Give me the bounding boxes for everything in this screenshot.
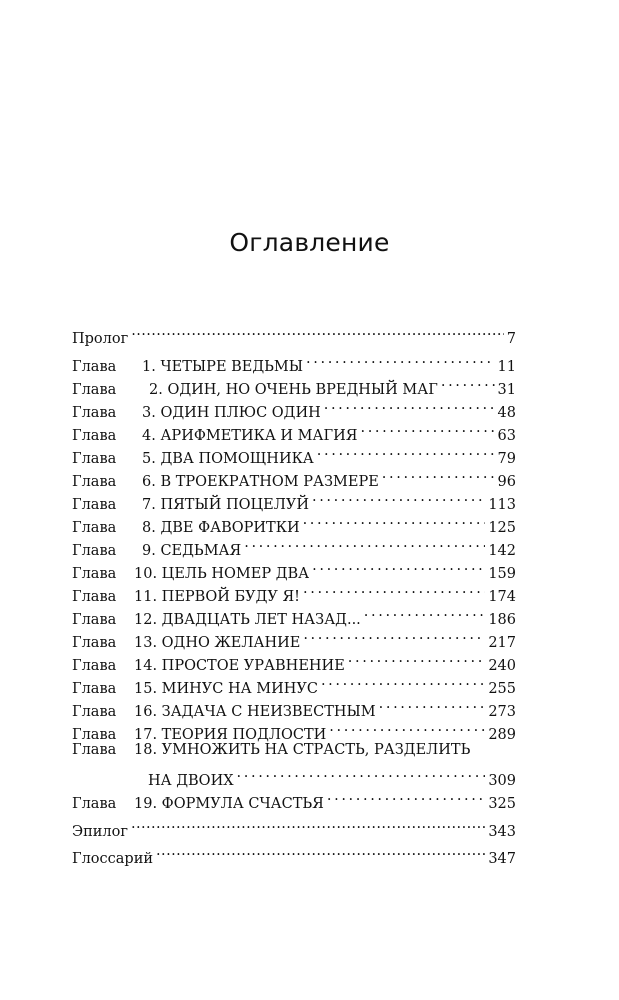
toc-entry-chapter-11[interactable] [72,578,516,605]
dot-leader [312,555,485,578]
chapter-number: 5. [142,451,156,467]
chapter-number: 13. [134,635,158,651]
chapter-title: ЗАДАЧА С НЕИЗВЕСТНЫМ [161,704,376,720]
toc-entry-chapter-12[interactable] [72,601,516,628]
toc-page-number: 63 [497,428,516,444]
toc-page-number: 289 [488,727,516,743]
toc-entry-chapter-18[interactable] [72,739,516,762]
toc-entry-chapter-9[interactable] [72,532,516,559]
toc-entry-chapter-7[interactable] [72,486,516,513]
dot-leader [306,348,495,371]
chapter-number: 2. [149,382,163,398]
toc-entry-label: Эпилог [72,824,128,840]
toc-entry-chapter-16[interactable] [72,693,516,720]
dot-leader [348,647,486,670]
chapter-number: 10. [134,566,158,582]
chapter-title: ОДНО ЖЕЛАНИЕ [161,635,301,651]
toc-page-number: 325 [488,796,516,812]
toc-page-number: 240 [488,658,516,674]
dot-leader [156,840,485,863]
chapter-title: СЕДЬМАЯ [160,543,242,559]
dot-leader [131,813,485,836]
dot-leader [364,601,486,624]
toc-page-number: 79 [497,451,516,467]
chapter-number: 3. [142,405,156,421]
chapter-prefix: Глава [72,635,117,651]
dot-leader [382,463,495,486]
dot-leader [317,440,495,463]
chapter-prefix: Глава [72,727,117,743]
chapter-prefix: Глава [72,742,117,758]
chapter-prefix: Глава [72,451,117,467]
chapter-number: 16. [134,704,158,720]
toc-entry-chapter-2[interactable] [72,371,516,398]
chapter-prefix: Глава [72,704,117,720]
dot-leader [303,624,485,647]
toc-entry-chapter-10[interactable] [72,555,516,582]
chapter-title: АРИФМЕТИКА И МАГИЯ [160,428,358,444]
chapter-prefix: Глава [72,474,117,490]
chapter-title: МИНУС НА МИНУС [161,681,318,697]
toc-entry-label: Глоссарий [72,851,154,867]
chapter-prefix: Глава [72,359,117,375]
chapter-title: ДВЕ ФАВОРИТКИ [160,520,300,536]
toc-page-number: 273 [488,704,516,720]
chapter-title: ДВА ПОМОЩНИКА [160,451,314,467]
toc-entry-epilogue[interactable] [72,813,516,840]
toc-entry-glossary[interactable] [72,840,516,867]
chapter-title: ЦЕЛЬ НОМЕР ДВА [161,566,310,582]
chapter-title: В ТРОЕКРАТНОМ РАЗМЕРЕ [160,474,379,490]
toc-entry-chapter-17[interactable] [72,716,516,743]
toc-entry-chapter-15[interactable] [72,670,516,697]
dot-leader [244,532,485,555]
chapter-prefix: Глава [72,382,117,398]
dot-leader [329,716,485,739]
toc-entry-chapter-4[interactable] [72,417,516,444]
toc-entry-chapter-19[interactable] [72,785,516,812]
toc-page-number: 7 [506,331,516,347]
chapter-number: 18. [134,742,158,758]
chapter-prefix: Глава [72,405,117,421]
chapter-number: 7. [142,497,156,513]
toc-entry-chapter-3[interactable] [72,394,516,421]
dot-leader [360,417,494,440]
toc-page-number: 174 [488,589,516,605]
chapter-number: 11. [134,589,158,605]
chapter-prefix: Глава [72,520,117,536]
dot-leader [327,785,485,808]
toc-entry-chapter-8[interactable] [72,509,516,536]
chapter-title: ОДИН ПЛЮС ОДИН [160,405,321,421]
chapter-prefix: Глава [72,497,117,513]
toc-entry-chapter-13[interactable] [72,624,516,651]
chapter-prefix: Глава [72,566,117,582]
dot-leader [312,486,485,509]
chapter-number: 15. [134,681,158,697]
chapter-number: 9. [142,543,156,559]
toc-entry-chapter-1[interactable] [72,348,516,375]
chapter-number: 8. [142,520,156,536]
chapter-title: УМНОЖИТЬ НА СТРАСТЬ, РАЗДЕЛИТЬ [161,742,471,758]
chapter-prefix: Глава [72,796,117,812]
dot-leader [303,578,485,601]
toc-page-number: 343 [488,824,516,840]
chapter-title-continuation: НА ДВОИХ [148,773,234,789]
toc-page-number: 142 [488,543,516,559]
toc-entry-chapter-18-continuation[interactable] [72,762,516,789]
page-title: Оглавление [229,228,390,257]
dot-leader [379,693,486,716]
toc-page-number: 125 [488,520,516,536]
toc-page-number: 186 [488,612,516,628]
chapter-prefix: Глава [72,428,117,444]
chapter-prefix: Глава [72,589,117,605]
toc-page-number: 48 [497,405,516,421]
toc-page-number: 255 [488,681,516,697]
dot-leader [303,509,486,532]
toc-page-number: 159 [488,566,516,582]
toc-page-number: 96 [497,474,516,490]
chapter-number: 1. [142,359,156,375]
chapter-prefix: Глава [72,543,117,559]
toc-page-number: 31 [497,382,516,398]
dot-leader [441,371,495,394]
chapter-title: ФОРМУЛА СЧАСТЬЯ [161,796,324,812]
chapter-title: ЧЕТЫРЕ ВЕДЬМЫ [160,359,304,375]
toc-page-number: 347 [488,851,516,867]
toc-page-number: 309 [488,773,516,789]
chapter-prefix: Глава [72,612,117,628]
chapter-number: 14. [134,658,158,674]
toc-entry-label: Пролог [72,331,129,347]
chapter-prefix: Глава [72,658,117,674]
table-of-contents [72,320,516,867]
chapter-title: ОДИН, НО ОЧЕНЬ ВРЕДНЫЙ МАГ [167,382,438,398]
toc-entry-prologue[interactable] [72,320,516,347]
dot-leader [237,762,486,785]
chapter-title: ПЕРВОЙ БУДУ Я! [161,589,301,605]
chapter-prefix: Глава [72,681,117,697]
chapter-title: ДВАДЦАТЬ ЛЕТ НАЗАД... [161,612,361,628]
toc-page-number: 113 [488,497,516,513]
toc-entry-chapter-5[interactable] [72,440,516,467]
chapter-number: 4. [142,428,156,444]
dot-leader [324,394,495,417]
toc-entry-chapter-14[interactable] [72,647,516,674]
chapter-title: ПЯТЫЙ ПОЦЕЛУЙ [160,497,309,513]
chapter-title: ПРОСТОЕ УРАВНЕНИЕ [161,658,345,674]
chapter-title: ТЕОРИЯ ПОДЛОСТИ [161,727,327,743]
toc-entry-chapter-6[interactable] [72,463,516,490]
chapter-number: 17. [134,727,158,743]
dot-leader [131,320,504,343]
chapter-number: 19. [134,796,158,812]
toc-page-number: 217 [488,635,516,651]
dot-leader [321,670,485,693]
chapter-number: 12. [134,612,158,628]
chapter-number: 6. [142,474,156,490]
toc-page-number: 11 [497,359,516,375]
